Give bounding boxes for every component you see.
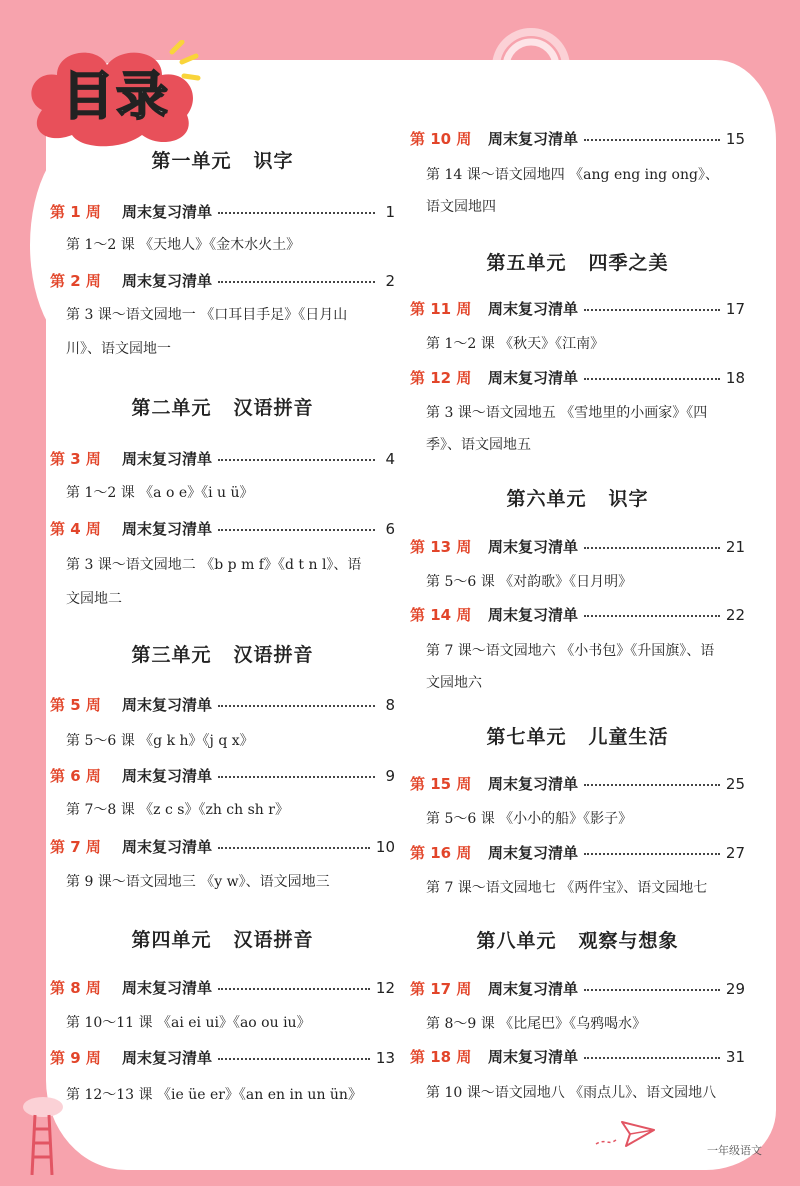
page-number: 15	[725, 130, 745, 148]
dot-leader	[218, 447, 375, 461]
week-title: 周末复习清单	[122, 838, 213, 856]
page-number: 10	[375, 838, 395, 856]
dot-leader	[584, 841, 720, 855]
lesson-line: 第 3 课～语文园地五 《雪地里的小画家》《四	[426, 405, 708, 421]
dot-leader	[218, 693, 375, 707]
dot-leader	[584, 977, 720, 991]
unit-title: 第六单元 识字	[506, 488, 649, 510]
unit-title: 第一单元 识字	[151, 150, 294, 172]
week-label: 第 7 周	[50, 838, 101, 856]
week-label: 第 2 周	[50, 272, 101, 290]
lesson-line: 第 5～6 课 《g k h》《j q x》	[66, 733, 254, 749]
week-label: 第 17 周	[410, 980, 472, 998]
page-number: 22	[725, 606, 745, 624]
unit-title: 第二单元 汉语拼音	[131, 397, 314, 419]
toc-entry-week-15[interactable]	[410, 773, 745, 797]
page-number: 31	[725, 1048, 745, 1066]
week-title: 周末复习清单	[488, 980, 579, 998]
week-title: 周末复习清单	[488, 300, 579, 318]
dot-leader	[218, 517, 375, 531]
page-number: 21	[725, 538, 745, 556]
lesson-line: 第 12～13 课 《ie üe er》《an en in un ün》	[66, 1087, 362, 1103]
lesson-line: 第 5～6 课 《对韵歌》《日月明》	[426, 574, 633, 590]
lesson-line: 第 7 课～语文园地六 《小书包》《升国旗》、语	[426, 643, 715, 659]
page-number: 4	[385, 450, 395, 468]
lesson-line: 第 9 课～语文园地三 《y w》、语文园地三	[66, 874, 330, 890]
lesson-line: 季》、语文园地五	[426, 437, 531, 453]
lesson-line: 文园地二	[66, 591, 122, 607]
dot-leader	[584, 535, 720, 549]
unit-title: 第八单元 观察与想象	[476, 930, 679, 952]
dot-leader	[218, 269, 375, 283]
page-number: 18	[725, 369, 745, 387]
unit-title: 第五单元 四季之美	[486, 252, 669, 274]
dot-leader	[584, 772, 720, 786]
toc-entry-week-12[interactable]	[410, 367, 745, 391]
lesson-line: 第 10～11 课 《ai ei ui》《ao ou iu》	[66, 1015, 311, 1031]
toc-entry-week-2[interactable]	[50, 270, 395, 294]
lesson-line: 第 1～2 课 《a o e》《i u ü》	[66, 485, 254, 501]
week-label: 第 3 周	[50, 450, 101, 468]
dot-leader	[584, 603, 720, 617]
week-title: 周末复习清单	[122, 767, 213, 785]
week-title: 周末复习清单	[488, 606, 579, 624]
lesson-line: 第 14 课～语文园地四 《ang eng ing ong》、	[426, 167, 719, 183]
week-title: 周末复习清单	[122, 696, 213, 714]
lesson-line: 第 1～2 课 《天地人》《金木水火土》	[66, 237, 301, 253]
week-label: 第 8 周	[50, 979, 101, 997]
week-label: 第 10 周	[410, 130, 472, 148]
footer-label: 一年级语文	[707, 1144, 762, 1157]
dot-leader	[218, 976, 370, 990]
week-title: 周末复习清单	[488, 369, 579, 387]
lesson-line: 第 7～8 课 《z c s》《zh ch sh r》	[66, 802, 289, 818]
lesson-line: 第 3 课～语文园地一 《口耳目手足》《日月山	[66, 307, 348, 323]
week-label: 第 15 周	[410, 775, 472, 793]
toc-entry-week-9[interactable]	[50, 1047, 395, 1071]
toc-entry-week-14[interactable]	[410, 604, 745, 628]
toc-entry-week-18[interactable]	[410, 1046, 745, 1070]
paper-plane-icon	[594, 1116, 656, 1150]
lesson-line: 第 1～2 课 《秋天》《江南》	[426, 336, 605, 352]
page-number: 17	[725, 300, 745, 318]
week-title: 周末复习清单	[122, 1049, 213, 1067]
toc-entry-week-8[interactable]	[50, 977, 395, 1001]
page-number: 1	[385, 203, 395, 221]
week-label: 第 11 周	[410, 300, 472, 318]
lesson-line: 第 7 课～语文园地七 《两件宝》、语文园地七	[426, 880, 708, 896]
week-label: 第 4 周	[50, 520, 101, 538]
week-label: 第 14 周	[410, 606, 472, 624]
week-label: 第 13 周	[410, 538, 472, 556]
page-number: 6	[385, 520, 395, 538]
lesson-line: 语文园地四	[426, 199, 496, 215]
toc-entry-week-5[interactable]	[50, 694, 395, 718]
toc-entry-week-7[interactable]	[50, 836, 395, 860]
week-label: 第 12 周	[410, 369, 472, 387]
week-title: 周末复习清单	[122, 979, 213, 997]
unit-title: 第四单元 汉语拼音	[131, 929, 314, 951]
week-label: 第 6 周	[50, 767, 101, 785]
dot-leader	[584, 297, 720, 311]
lesson-line: 第 3 课～语文园地二 《b p m f》《d t n l》、语	[66, 557, 362, 573]
dot-leader	[218, 1046, 370, 1060]
toc-entry-week-6[interactable]	[50, 765, 395, 789]
week-label: 第 1 周	[50, 203, 101, 221]
week-title: 周末复习清单	[488, 775, 579, 793]
week-label: 第 9 周	[50, 1049, 101, 1067]
toc-entry-week-13[interactable]	[410, 536, 745, 560]
week-label: 第 18 周	[410, 1048, 472, 1066]
week-title: 周末复习清单	[488, 844, 579, 862]
page-number: 29	[725, 980, 745, 998]
dot-leader	[218, 835, 370, 849]
lesson-line: 第 10 课～语文园地八 《雨点儿》、语文园地八	[426, 1085, 717, 1101]
dot-leader	[584, 366, 720, 380]
page-number: 25	[725, 775, 745, 793]
page-number: 9	[385, 767, 395, 785]
toc-entry-week-1[interactable]	[50, 201, 395, 225]
week-title: 周末复习清单	[122, 203, 213, 221]
ladder-icon	[18, 1095, 68, 1175]
lesson-line: 川》、语文园地一	[66, 341, 171, 357]
page-number: 13	[375, 1049, 395, 1067]
week-title: 周末复习清单	[122, 520, 213, 538]
week-title: 周末复习清单	[122, 450, 213, 468]
week-title: 周末复习清单	[488, 1048, 579, 1066]
week-label: 第 5 周	[50, 696, 101, 714]
toc-entry-week-16[interactable]	[410, 842, 745, 866]
page-title: 目录	[62, 67, 171, 127]
lesson-line: 第 5～6 课 《小小的船》《影子》	[426, 811, 633, 827]
page-number: 2	[385, 272, 395, 290]
toc-entry-week-10[interactable]	[410, 128, 745, 152]
toc-entry-week-17[interactable]	[410, 978, 745, 1002]
lesson-line: 文园地六	[426, 675, 482, 691]
page-number: 8	[385, 696, 395, 714]
dot-leader	[218, 764, 375, 778]
dot-leader	[584, 127, 720, 141]
week-title: 周末复习清单	[488, 130, 579, 148]
week-title: 周末复习清单	[122, 272, 213, 290]
dot-leader	[218, 200, 375, 214]
week-title: 周末复习清单	[488, 538, 579, 556]
dot-leader	[584, 1045, 720, 1059]
page-number: 12	[375, 979, 395, 997]
toc-entry-week-4[interactable]	[50, 518, 395, 542]
toc-entry-week-3[interactable]	[50, 448, 395, 472]
unit-title: 第三单元 汉语拼音	[131, 644, 314, 666]
unit-title: 第七单元 儿童生活	[486, 726, 669, 748]
lesson-line: 第 8～9 课 《比尾巴》《乌鸦喝水》	[426, 1016, 647, 1032]
page-number: 27	[725, 844, 745, 862]
toc-entry-week-11[interactable]	[410, 298, 745, 322]
week-label: 第 16 周	[410, 844, 472, 862]
